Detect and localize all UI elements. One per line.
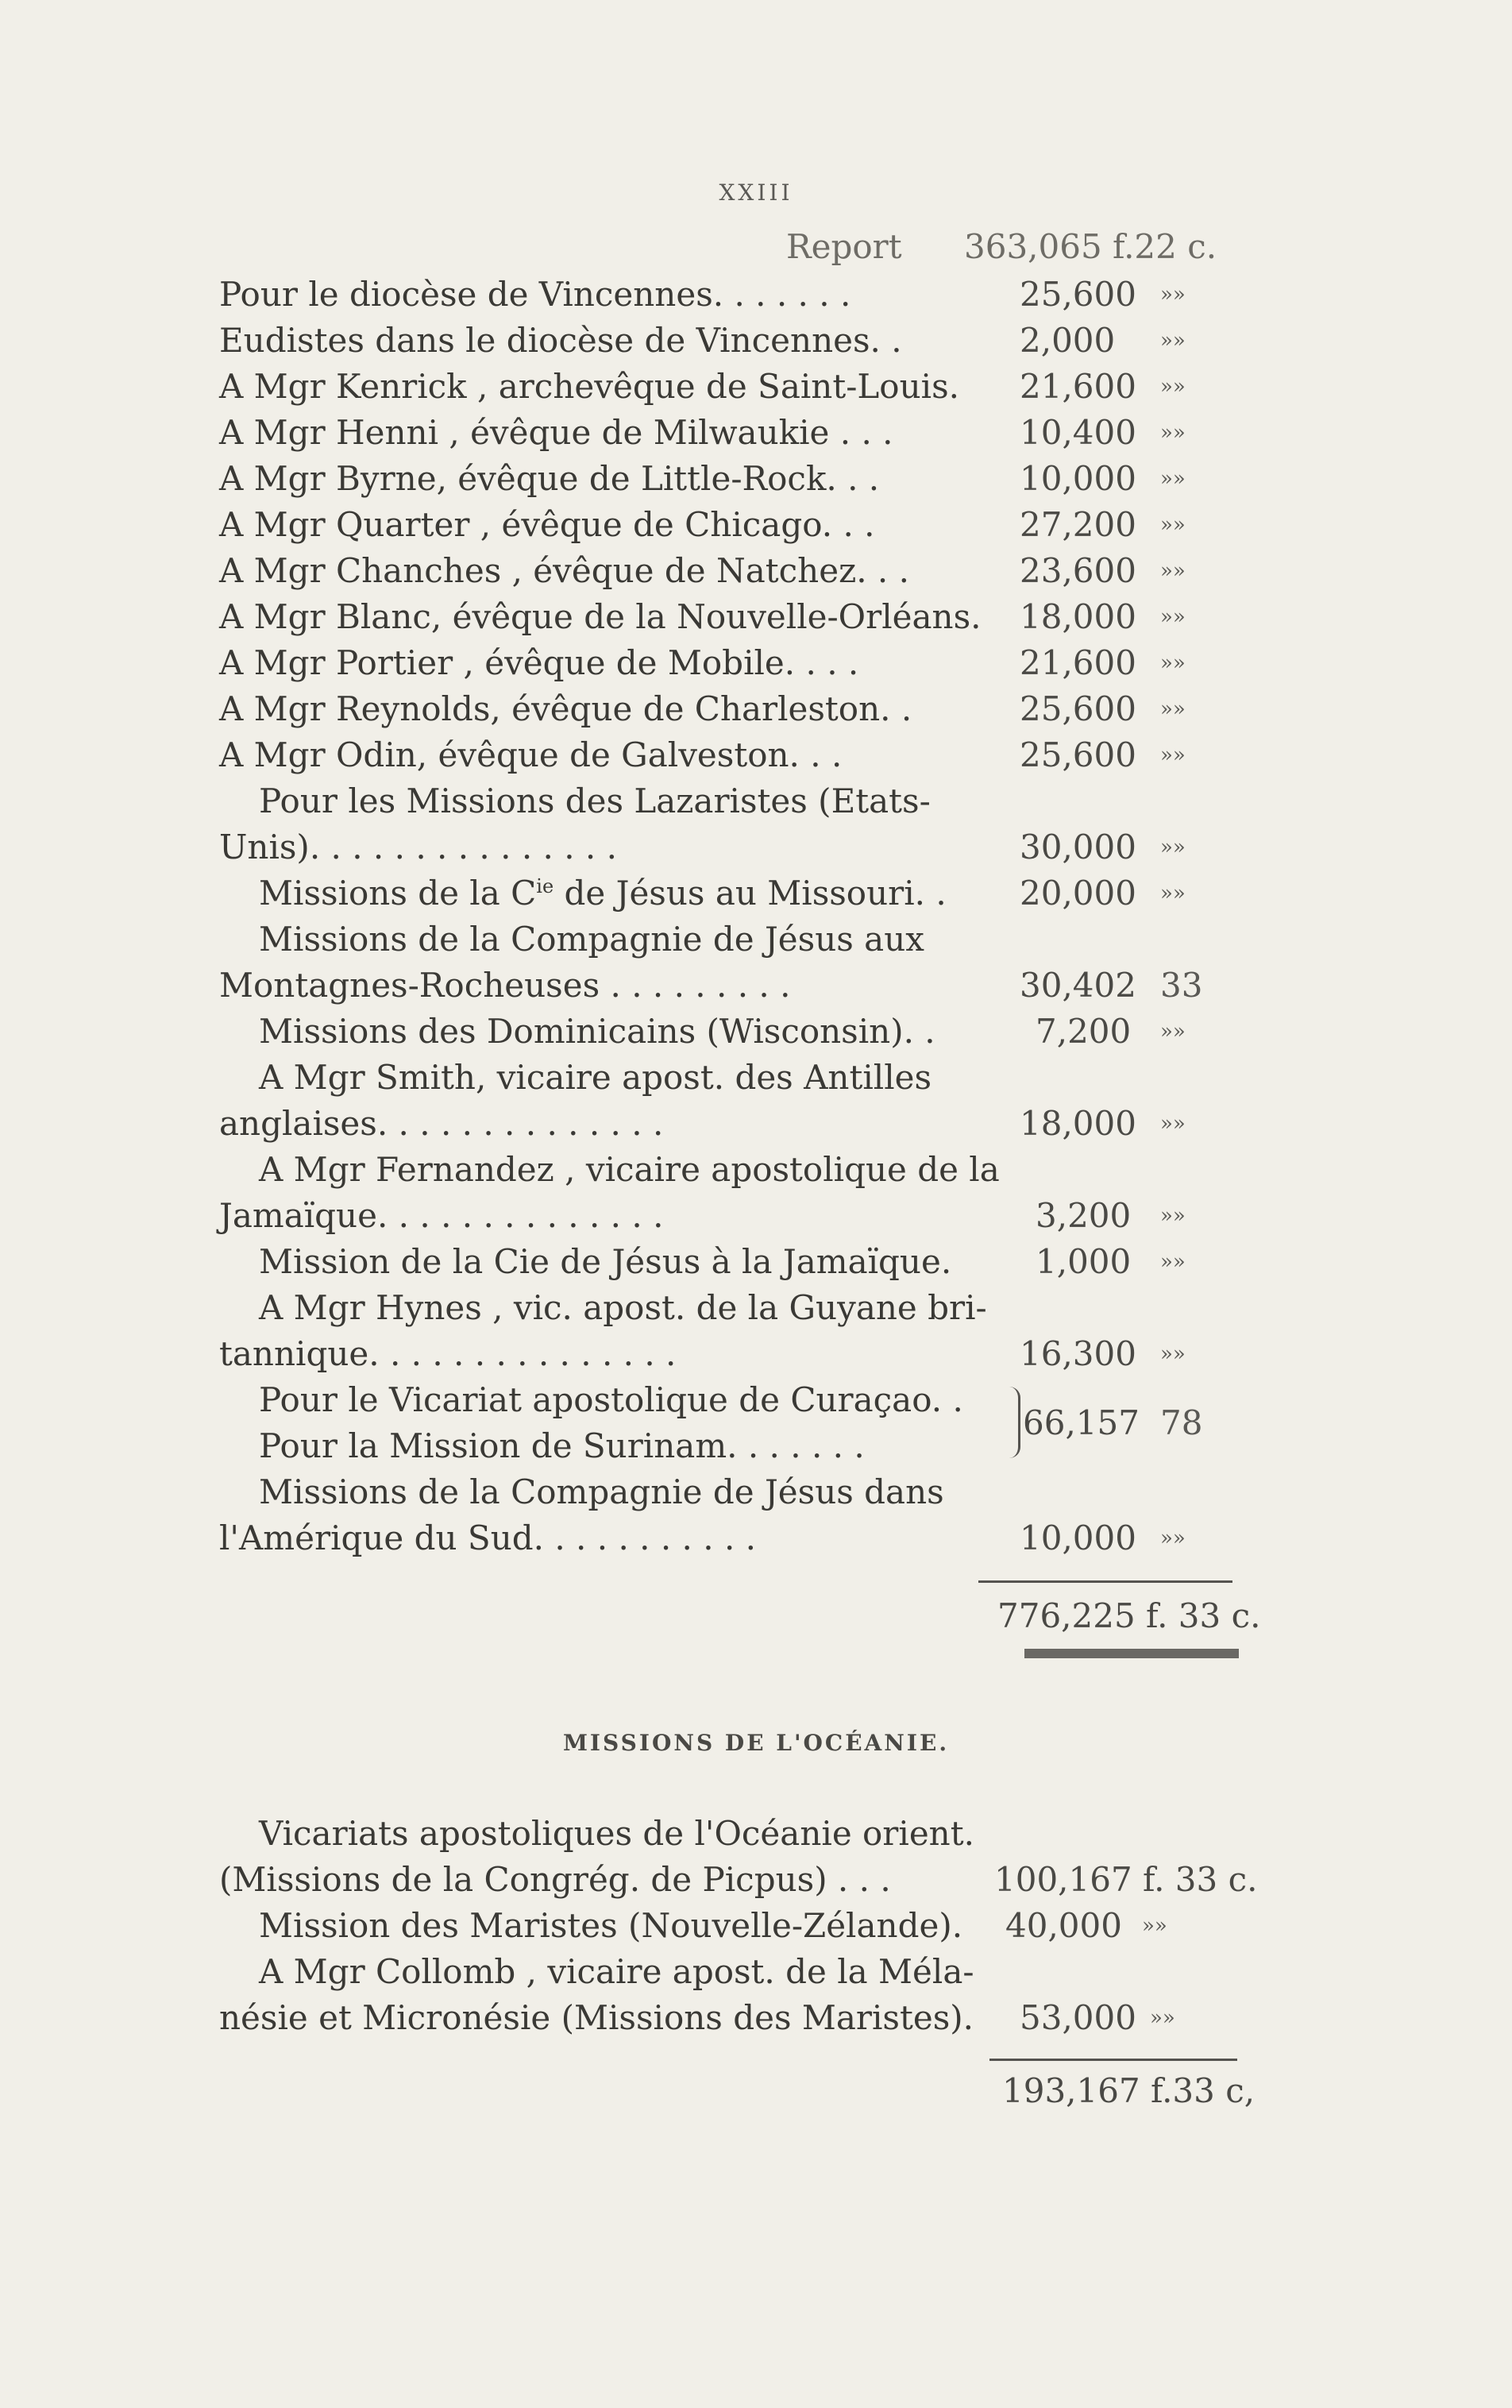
row-amount: 18,000 — [1020, 1104, 1136, 1143]
table-row — [219, 824, 1244, 870]
row-text: Pour la Mission de Surinam. . . . . . . — [259, 1426, 865, 1465]
table-row — [219, 1285, 1244, 1331]
row-cents: »» — [1160, 283, 1186, 307]
row-cents: »» — [1160, 835, 1186, 859]
row-amount: 18,000 — [1020, 597, 1136, 636]
table-row — [219, 456, 1244, 502]
table-row — [219, 1515, 1244, 1561]
row-amount: 3,200 — [1036, 1196, 1132, 1235]
row-text: Missions de la Compagnie de Jésus dans — [259, 1472, 944, 1511]
row-text: Eudistes dans le diocèse de Vincennes. . — [219, 321, 902, 360]
table-row — [219, 502, 1244, 548]
row-text: Montagnes-Rocheuses . . . . . . . . . — [219, 966, 791, 1005]
row-text: tannique. . . . . . . . . . . . . . . — [219, 1334, 677, 1373]
row-text: Jamaïque. . . . . . . . . . . . . . — [219, 1196, 664, 1235]
row-text: Unis). . . . . . . . . . . . . . . — [219, 828, 617, 866]
row-text: Pour le Vicariat apostolique de Curaçao. . — [259, 1380, 963, 1419]
table-row — [219, 1009, 1244, 1055]
row-amount: 27,200 — [1020, 505, 1136, 544]
report-value: 363,065 f.22 c. — [964, 227, 1217, 266]
report-label: Report — [786, 227, 902, 266]
row-text: nésie et Micronésie (Missions des Maristes). — [219, 1998, 974, 2037]
report-line — [219, 227, 1244, 272]
row-amount: 23,600 — [1020, 551, 1136, 590]
table-row — [219, 778, 1244, 824]
row-text: A Mgr Portier , évêque de Mobile. . . . — [219, 643, 859, 682]
table-row — [219, 410, 1244, 456]
row-amount: 21,600 — [1020, 367, 1136, 406]
row-amount: 10,000 — [1020, 459, 1136, 498]
row-text: Missions de la $C^{ie}$ de Jésus au Missouri. . — [259, 874, 947, 913]
row-cents: »» — [1160, 1342, 1186, 1366]
row-cents: 33 — [1160, 966, 1203, 1005]
table-row — [219, 1101, 1244, 1147]
row-cents: »» — [1160, 1526, 1186, 1550]
row-cents: »» — [1160, 651, 1186, 675]
row-amount: 66,157 — [1023, 1403, 1140, 1442]
row-text: A Mgr Quarter , évêque de Chicago. . . — [219, 505, 875, 544]
table-row — [219, 1903, 1244, 1949]
table-row — [219, 1193, 1244, 1239]
table-row — [219, 594, 1244, 640]
row-cents: »» — [1150, 2006, 1175, 2030]
table-row — [219, 732, 1244, 778]
row-cents: »» — [1160, 559, 1186, 583]
row-amount: 25,600 — [1020, 689, 1136, 728]
row-text: A Mgr Fernandez , vicaire apostolique de la — [259, 1150, 1000, 1189]
row-amount: 21,600 — [1020, 643, 1136, 682]
row-text: A Mgr Blanc, évêque de la Nouvelle-Orléans. — [219, 597, 982, 636]
row-text: Missions des Dominicains (Wisconsin). . — [259, 1012, 935, 1051]
table-row — [219, 1055, 1244, 1101]
table-row — [219, 364, 1244, 410]
page-number: XXIII — [719, 179, 793, 206]
table-row — [219, 1469, 1244, 1515]
row-amount: 100,167 f. 33 c. — [994, 1860, 1258, 1899]
row-cents: »» — [1160, 329, 1186, 353]
table-row — [219, 1400, 1244, 1446]
sum-rule — [978, 1580, 1232, 1583]
row-amount: 25,600 — [1020, 275, 1136, 314]
table-row — [219, 1811, 1244, 1857]
oceanie-total: 193,167 f.33 c, — [1002, 2071, 1256, 2110]
row-text: Mission de la Cie de Jésus à la Jamaïque. — [259, 1242, 952, 1281]
row-text: Mission des Maristes (Nouvelle-Zélande). — [259, 1906, 963, 1945]
decorative-band — [1024, 1649, 1239, 1658]
row-text: A Mgr Kenrick , archevêque de Saint-Louis. — [219, 367, 959, 406]
row-amount: 2,000 — [1020, 321, 1116, 360]
table-row — [219, 1239, 1244, 1285]
row-cents: »» — [1160, 421, 1186, 445]
row-text: Pour le diocèse de Vincennes. . . . . . . — [219, 275, 851, 314]
row-amount: 20,000 — [1020, 874, 1136, 913]
americas-total: 776,225 f. 33 c. — [997, 1596, 1261, 1635]
table-row — [219, 686, 1244, 732]
row-text: A Mgr Reynolds, évêque de Charleston. . — [219, 689, 912, 728]
row-amount: 16,300 — [1020, 1334, 1136, 1373]
row-cents: »» — [1160, 1112, 1186, 1136]
row-text: A Mgr Odin, évêque de Galveston. . . — [219, 735, 843, 774]
row-amount: 1,000 — [1036, 1242, 1132, 1281]
row-cents: »» — [1160, 467, 1186, 491]
row-text: Vicariats apostoliques de l'Océanie orient. — [259, 1814, 974, 1853]
row-text: A Mgr Hynes , vic. apost. de la Guyane bri- — [259, 1288, 987, 1327]
row-text: Missions de la Compagnie de Jésus aux — [259, 920, 924, 959]
row-cents: »» — [1160, 882, 1186, 905]
row-cents: »» — [1160, 1020, 1186, 1044]
row-text: A Mgr Collomb , vicaire apost. de la Méla- — [259, 1952, 974, 1991]
row-text: A Mgr Henni , évêque de Milwaukie . . . — [219, 413, 893, 452]
row-cents: »» — [1142, 1914, 1167, 1938]
table-row — [219, 548, 1244, 594]
row-cents: »» — [1160, 1250, 1186, 1274]
table-row — [219, 1331, 1244, 1377]
row-amount: 30,000 — [1020, 828, 1136, 866]
row-text: l'Amérique du Sud. . . . . . . . . . . — [219, 1519, 756, 1557]
table-row — [219, 1147, 1244, 1193]
row-amount: 40,000 — [1005, 1906, 1122, 1945]
row-cents: »» — [1160, 605, 1186, 629]
row-amount: 10,000 — [1020, 1519, 1136, 1557]
row-cents: »» — [1160, 375, 1186, 399]
table-row — [219, 640, 1244, 686]
row-amount: 30,402 — [1020, 966, 1136, 1005]
sum-rule — [989, 2059, 1237, 2061]
table-row — [219, 917, 1244, 963]
section-title: MISSIONS DE L'OCÉANIE. — [562, 1730, 950, 1756]
superscript: ie — [536, 875, 554, 897]
table-row — [219, 963, 1244, 1009]
table-row — [219, 1857, 1258, 1903]
row-amount: 10,400 — [1020, 413, 1136, 452]
row-cents: »» — [1160, 513, 1186, 537]
table-row — [219, 1995, 1244, 2041]
row-text: A Mgr Smith, vicaire apost. des Antilles — [259, 1058, 932, 1097]
row-cents: »» — [1160, 1204, 1186, 1228]
row-text: anglaises. . . . . . . . . . . . . . — [219, 1104, 664, 1143]
row-cents: 78 — [1160, 1403, 1203, 1442]
table-row — [219, 272, 1244, 318]
row-cents: »» — [1160, 697, 1186, 721]
row-text: A Mgr Chanches , évêque de Natchez. . . — [219, 551, 909, 590]
row-text: (Missions de la Congrég. de Picpus) . . . — [219, 1860, 891, 1899]
table-row — [219, 318, 1244, 364]
row-amount: 25,600 — [1020, 735, 1136, 774]
row-amount: 53,000 — [1020, 1998, 1136, 2037]
table-row — [219, 1949, 1244, 1995]
row-text: A Mgr Byrne, évêque de Little-Rock. . . — [219, 459, 880, 498]
row-cents: »» — [1160, 743, 1186, 767]
table-row — [219, 870, 1244, 917]
row-text: Pour les Missions des Lazaristes (Etats- — [259, 781, 931, 820]
row-amount: 7,200 — [1036, 1012, 1132, 1051]
